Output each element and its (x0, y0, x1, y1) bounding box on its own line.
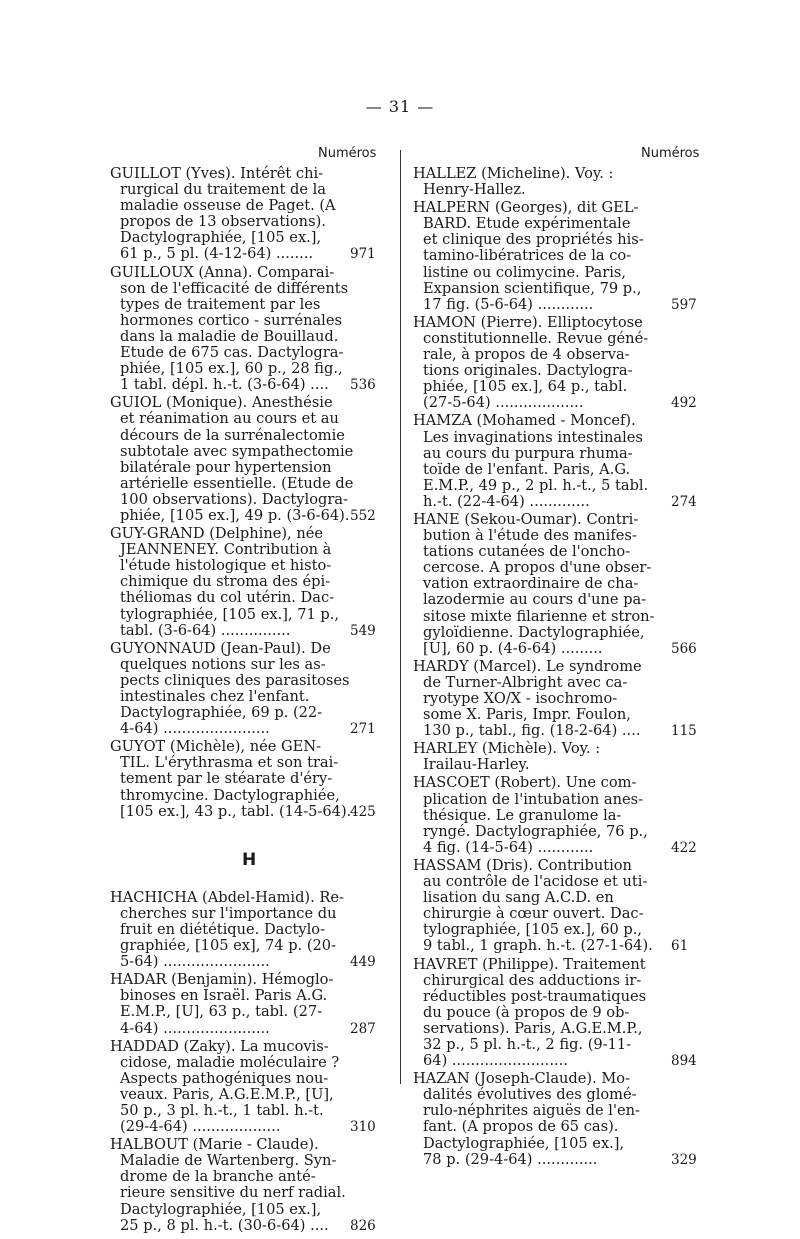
entry-line: toïde de l'enfant. Paris, A.G. (423, 460, 631, 478)
entry-line: chirurgical des adductions ir- (423, 971, 642, 989)
entry-heading-line: GUY-GRAND (Delphine), née (110, 525, 323, 543)
entry-heading-line: HAMON (Pierre). Elliptocytose (413, 313, 643, 331)
entry-line: servations). Paris, A.G.E.M.P., (423, 1019, 643, 1037)
column-header-right: Numéros (641, 146, 700, 161)
entry-line: fant. (A propos de 65 cas). (423, 1118, 619, 1136)
index-entry (413, 741, 691, 773)
entry-line: 9 tabl., 1 graph. h.-t. (27-1-64). (423, 937, 653, 955)
entry-line: et réanimation au cours et au (120, 410, 339, 428)
entry-line: cercose. A propos d'une obser- (423, 559, 652, 577)
entry-line: du pouce (à propos de 9 ob- (423, 1003, 630, 1021)
entry-number: 566 (671, 640, 697, 657)
entry-heading-line: GUYOT (Michèle), née GEN- (110, 738, 322, 756)
entry-heading-line: HAVRET (Philippe). Traitement (413, 955, 646, 973)
entry-line: fruit en diététique. Dactylo- (120, 920, 326, 938)
entry-line: 25 p., 8 pl. h.-t. (30-6-64) .... (120, 1216, 329, 1234)
entry-line: quelques notions sur les as- (120, 655, 326, 673)
index-entry (110, 972, 388, 1036)
entry-line: Aspects pathogéniques nou- (120, 1069, 329, 1087)
entry-line: 64) ......................... (423, 1052, 568, 1070)
entry-line: rurgical du traitement de la (120, 181, 326, 199)
entry-line: 61 p., 5 pl. (4-12-64) ........ (120, 245, 314, 263)
entry-line: thésique. Le granulome la- (423, 806, 622, 824)
entry-line: 100 observations). Dactylogra- (120, 490, 348, 508)
right-entries-h (413, 165, 697, 1168)
index-entry (413, 199, 697, 313)
entry-line: 5-64) ....................... (120, 953, 270, 971)
entry-number: 597 (671, 296, 697, 313)
entry-line: tations cutanées de l'oncho- (423, 543, 631, 561)
entry-number: 425 (350, 803, 376, 820)
entry-number: 894 (671, 1053, 697, 1070)
entry-heading-line: HAZAN (Joseph-Claude). Mo- (413, 1070, 631, 1088)
index-entry (110, 526, 388, 639)
column-header-left: Numéros (318, 146, 377, 161)
entry-line: some X. Paris, Impr. Foulon, (423, 706, 631, 724)
entry-line: [U], 60 p. (4-6-64) ......... (423, 639, 603, 657)
entry-line: Dactylographiée, [105 ex.], (120, 229, 322, 247)
entry-line: [105 ex.], 43 p., tabl. (14-5-64). (120, 802, 352, 820)
entry-line: intestinales chez l'enfant. (120, 688, 310, 705)
entry-line: propos de 13 observations). (120, 213, 326, 231)
entry-line: tamino-libératrices de la co- (423, 247, 632, 265)
entry-heading-line: HACHICHA (Abdel-Hamid). Re- (110, 888, 344, 906)
entry-line: graphiée, [105 ex], 74 p. (20- (120, 937, 337, 955)
entry-line: chirurgie à cœur ouvert. Dac- (423, 905, 644, 923)
index-entry (413, 955, 697, 1070)
entry-heading-line: HADDAD (Zaky). La mucovis- (110, 1037, 329, 1055)
entry-line: et clinique des propriétés his- (423, 231, 644, 249)
entry-line: h.-t. (22-4-64) ............. (423, 492, 590, 510)
entry-line: 4-64) ....................... (120, 1019, 270, 1037)
index-entry (110, 166, 388, 263)
entry-line: réductibles post-traumatiques (423, 987, 647, 1005)
entry-line: Dactylographiée, [105 ex.], (120, 1200, 322, 1218)
entry-number: 536 (350, 377, 376, 394)
entry-line: chimique du stroma des épi- (120, 573, 331, 591)
entry-line: plication de l'intubation anes- (423, 790, 644, 808)
entry-line: E.M.P., 49 p., 2 pl. h.-t., 5 tabl. (423, 476, 649, 494)
entry-line: binoses en Israël. Paris A.G. (120, 987, 328, 1005)
entry-line: Henry-Hallez. (423, 181, 526, 199)
index-entry (413, 166, 691, 198)
entry-number: 449 (350, 954, 376, 971)
entry-line: pects cliniques des parasitoses (120, 671, 350, 689)
entry-line: BARD. Etude expérimentale (423, 215, 631, 233)
entry-line: rale, à propos de 4 observa- (423, 346, 630, 364)
entry-line: types de traitement par les (120, 295, 321, 313)
left-column (110, 166, 388, 1236)
entry-line: Expansion scientifique, 79 p., (423, 279, 642, 297)
entry-line: au cours du purpura rhuma- (423, 444, 633, 462)
entry-line: 1 tabl. dépl. h.-t. (3-6-64) .... (120, 376, 329, 394)
section-heading: H (242, 849, 257, 870)
entry-line: 50 p., 3 pl. h.-t., 1 tabl. h.-t. (120, 1101, 324, 1119)
entry-heading-line: GUIOL (Monique). Anesthésie (110, 394, 333, 412)
entry-line: (29-4-64) ................... (120, 1118, 281, 1136)
index-entry (110, 1039, 388, 1136)
entry-heading-line: HAMZA (Mohamed - Moncef). (413, 412, 636, 430)
entry-line: décours de la surrénalectomie (120, 426, 345, 444)
entry-line: l'étude histologique et histo- (120, 557, 332, 575)
entry-line: cherches sur l'importance du (120, 904, 337, 922)
entry-heading-line: GUYONNAUD (Jean-Paul). De (110, 639, 331, 657)
index-entry (110, 739, 388, 819)
index-entry (110, 265, 388, 394)
entry-number: 422 (671, 839, 697, 856)
index-entry (110, 1137, 388, 1234)
entry-heading-line: GUILLOT (Yves). Intérêt chi- (110, 165, 324, 182)
entry-number: 826 (350, 1217, 376, 1234)
entry-line: maladie osseuse de Paget. (A (120, 197, 336, 215)
entry-line: (27-5-64) ................... (423, 394, 584, 412)
entry-line: gyloïdienne. Dactylographiée, (423, 623, 645, 641)
entry-line: hormones cortico - surrénales (120, 311, 342, 329)
column-divider (400, 150, 401, 1084)
entry-heading-line: HALBOUT (Marie - Claude). (110, 1136, 319, 1154)
entry-number: 329 (671, 1151, 697, 1168)
entry-line: tylographiée, [105 ex.], 71 p., (120, 605, 340, 623)
entry-line: TIL. L'érythrasma et son trai- (120, 754, 339, 772)
entry-number: 274 (671, 493, 697, 510)
index-entry (413, 313, 697, 412)
entry-line: Irailau-Harley. (423, 756, 530, 774)
entry-line: Maladie de Wartenberg. Syn- (120, 1152, 337, 1170)
entry-line: 130 p., tabl., fig. (18-2-64) .... (423, 722, 641, 740)
entry-heading-line: HALPERN (Georges), dit GEL- (413, 199, 639, 217)
entry-line: théliomas du col utérin. Dac- (120, 589, 335, 607)
entry-heading-line: HASSAM (Dris). Contribution (413, 856, 632, 874)
entry-line: 17 fig. (5-6-64) ............ (423, 295, 594, 313)
entry-line: son de l'efficacité de différents (120, 279, 349, 297)
entry-line: 78 p. (29-4-64) ............. (423, 1150, 598, 1168)
entry-line: rulo-néphrites aiguës de l'en- (423, 1102, 640, 1120)
index-entry (413, 1070, 697, 1168)
entry-line: tions originales. Dactylogra- (423, 362, 633, 380)
entry-line: tement par le stéarate d'éry- (120, 770, 333, 788)
entry-line: rieure sensitive du nerf radial. (120, 1184, 346, 1202)
entry-number: 61 (671, 938, 689, 955)
entry-line: sitose mixte filarienne et stron- (423, 607, 655, 625)
entry-line: subtotale avec sympathectomie (120, 442, 354, 460)
entry-heading-line: HADAR (Benjamin). Hémoglo- (110, 971, 334, 989)
entry-line: constitutionnelle. Revue géné- (423, 329, 649, 347)
entry-heading-line: HASCOET (Robert). Une com- (413, 774, 637, 792)
entry-line: drome de la branche anté- (120, 1168, 316, 1186)
entry-line: 32 p., 5 pl. h.-t., 2 fig. (9-11- (423, 1035, 632, 1053)
entry-number: 549 (350, 622, 376, 639)
entry-number: 971 (350, 246, 376, 263)
entry-line: tabl. (3-6-64) ............... (120, 621, 291, 639)
entry-line: thromycine. Dactylographiée, (120, 786, 340, 804)
entry-line: 4-64) ....................... (120, 720, 270, 738)
entry-line: de Turner-Albright avec ca- (423, 673, 628, 691)
index-entry (413, 510, 697, 657)
entry-line: E.M.P., [U], 63 p., tabl. (27- (120, 1003, 323, 1021)
entry-number: 552 (350, 507, 376, 524)
right-column (413, 165, 697, 1170)
entry-line: bilatérale pour hypertension (120, 458, 332, 476)
entry-number: 115 (671, 723, 697, 740)
entry-line: phiée, [105 ex.], 64 p., tabl. (423, 378, 628, 396)
entry-line: Dactylographiée, [105 ex.], (423, 1134, 625, 1152)
entry-line: vation extraordinaire de cha- (423, 575, 639, 593)
entry-number: 492 (671, 395, 697, 412)
entry-line: phiée, [105 ex.], 60 p., 28 fig., (120, 360, 343, 378)
entry-heading-line: HARDY (Marcel). Le syndrome (413, 657, 642, 675)
page-number: — 31 — (365, 97, 435, 116)
entry-heading-line: GUILLOUX (Anna). Comparai- (110, 263, 335, 281)
entry-line: veaux. Paris, A.G.E.M.P., [U], (120, 1085, 334, 1103)
entry-line: dalités évolutives des glomé- (423, 1086, 637, 1104)
entry-line: phiée, [105 ex.], 49 p. (3-6-64). (120, 506, 350, 524)
entry-heading-line: HALLEZ (Micheline). Voy. : (413, 165, 614, 182)
entry-line: 4 fig. (14-5-64) ............ (423, 838, 594, 856)
entry-heading-line: HARLEY (Michèle). Voy. : (413, 740, 601, 758)
index-entry (110, 890, 388, 970)
entry-line: ryotype XO/X - isochromo- (423, 690, 618, 707)
entry-number: 310 (350, 1119, 376, 1136)
entry-number: 287 (350, 1020, 376, 1037)
entry-line: au contrôle de l'acidose et uti- (423, 873, 648, 891)
entry-number: 271 (350, 721, 376, 738)
entry-line: bution à l'étude des manifes- (423, 527, 637, 545)
entry-line: listine ou colimycine. Paris, (423, 263, 627, 281)
entry-line: JEANNENEY. Contribution à (120, 541, 332, 559)
entry-line: ryngé. Dactylographiée, 76 p., (423, 822, 648, 840)
entry-line: Etude de 675 cas. Dactylogra- (120, 344, 344, 362)
entry-line: artérielle essentielle. (Etude de (120, 474, 354, 492)
entry-line: lisation du sang A.C.D. en (423, 889, 614, 907)
index-entry (413, 858, 691, 955)
entry-heading-line: HANE (Sekou-Oumar). Contri- (413, 510, 639, 528)
left-entries-h (110, 890, 388, 1234)
index-entry (413, 412, 697, 510)
index-entry (110, 395, 388, 524)
index-entry (413, 774, 697, 856)
entry-line: cidose, maladie moléculaire ? (120, 1053, 340, 1071)
entry-line: lazodermie au cours d'une pa- (423, 591, 647, 609)
index-entry (413, 657, 697, 740)
entry-line: tylographiée, [105 ex.], 60 p., (423, 921, 643, 939)
index-entry (110, 641, 388, 738)
entry-line: dans la maladie de Bouillaud. (120, 327, 339, 345)
entry-line: Dactylographiée, 69 p. (22- (120, 704, 323, 722)
left-entries-g (110, 166, 388, 820)
entry-line: Les invaginations intestinales (423, 428, 643, 446)
